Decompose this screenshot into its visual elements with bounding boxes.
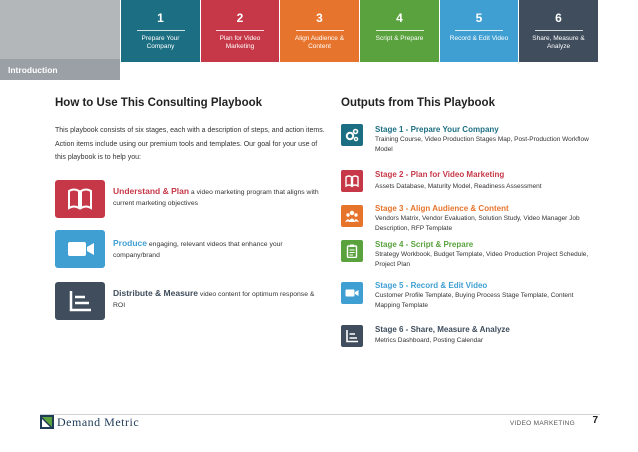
goal-keyword: Distribute & Measure [113,288,199,298]
tab-stage-2[interactable] [201,0,279,62]
goal-understand-plan [113,186,323,209]
stage-1-tile [341,124,363,146]
people-icon [345,209,359,223]
stage-6-tile [341,325,363,347]
stage-number: 2 [236,11,244,25]
stage-number: 6 [555,11,562,25]
output-stage-1-title: Stage 1 - Prepare Your Company [375,125,499,134]
goal-keyword: Understand & Plan [113,186,190,196]
book-icon [345,174,359,188]
output-stage-5-desc: Customer Profile Template, Buying Process Stage Template, Content Mapping Template [375,292,574,309]
tab-stage-5[interactable] [440,0,518,62]
divider [137,30,185,31]
stage-number: 3 [316,11,323,25]
tab-stage-6[interactable] [519,0,598,62]
output-stage-4-title: Stage 4 - Script & Prepare [375,240,474,249]
stage-2-tile [341,170,363,192]
page-number: 7 [592,415,598,426]
tab-stage-1[interactable] [121,0,200,62]
book-icon [67,187,93,211]
stage-3-tile [341,205,363,227]
stage-name: Prepare Your Company [141,35,180,50]
goal-text: a video marketing program that aligns with current marketing objectives [113,189,319,207]
goal-distribute-measure [113,288,323,311]
understand-plan-tile [55,180,105,218]
video-camera-icon [67,237,95,261]
tab-stage-4[interactable] [360,0,439,62]
divider [296,30,344,31]
output-stage-6-title: Stage 6 - Share, Measure & Analyze [375,325,510,334]
stage-number: 4 [396,11,403,25]
produce-tile [55,230,105,268]
goal-keyword: Produce [113,238,148,248]
output-stage-3-title: Stage 3 - Align Audience & Content [375,204,509,213]
output-stage-1-desc: Training Course, Video Production Stages Map, Post-Production Workflow Model [375,136,589,153]
output-stage-4-desc: Strategy Workbook, Budget Template, Video Production Project Schedule, Project Plan [375,251,589,268]
brand-logo[interactable] [40,415,139,429]
document-name: VIDEO MARKETING [509,420,575,427]
logo-mark-icon [40,415,54,429]
stage-4-tile [341,240,363,262]
tab-introduction-label: Introduction [8,65,58,75]
stage-nav-bar [0,0,638,80]
chart-axes-icon [345,329,359,343]
left-heading: How to Use This Consulting Playbook [55,97,263,109]
stage-name: Align Audience & Content [294,35,345,50]
goal-text: engaging, relevant videos that enhance your company/brand [113,241,283,259]
divider [216,30,264,31]
chart-axes-icon [67,289,93,313]
stage-number: 1 [157,11,164,25]
goal-produce [113,238,323,261]
tab-stage-3[interactable] [280,0,359,62]
output-stage-3-desc: Vendors Matrix, Vendor Evaluation, Solution Study, Video Manager Job Description, RFP Template [375,215,580,232]
distribute-measure-tile [55,282,105,320]
stage-5-tile [341,282,363,304]
stage-name: Share, Measure & Analyze [532,35,585,50]
intro-paragraph: This playbook consists of six stages, each with a description of steps, and action items. Action items include using our premium tools and templates. Our goal for your use of this playbook is to help you: [55,127,325,161]
output-stage-2-title: Stage 2 - Plan for Video Marketing [375,170,505,179]
tab-introduction[interactable] [0,0,120,80]
stage-name: Script & Prepare [375,35,424,42]
stage-name: Plan for Video Marketing [219,35,261,50]
video-camera-icon [345,286,359,300]
output-stage-2-desc: Assets Database, Maturity Model, Readiness Assessment [375,183,542,190]
output-stage-5-title: Stage 5 - Record & Edit Video [375,281,488,290]
stage-number: 5 [475,11,483,25]
divider [455,30,503,31]
stage-name: Record & Edit Video [449,35,509,42]
clipboard-icon [345,244,359,258]
divider [535,30,583,31]
gears-icon [345,128,359,142]
goal-text: video content for optimum response & ROI [113,291,315,309]
right-heading: Outputs from This Playbook [341,97,495,109]
divider [376,30,424,31]
brand-name: Demand Metric [57,414,140,429]
output-stage-6-desc: Metrics Dashboard, Posting Calendar [375,337,484,344]
